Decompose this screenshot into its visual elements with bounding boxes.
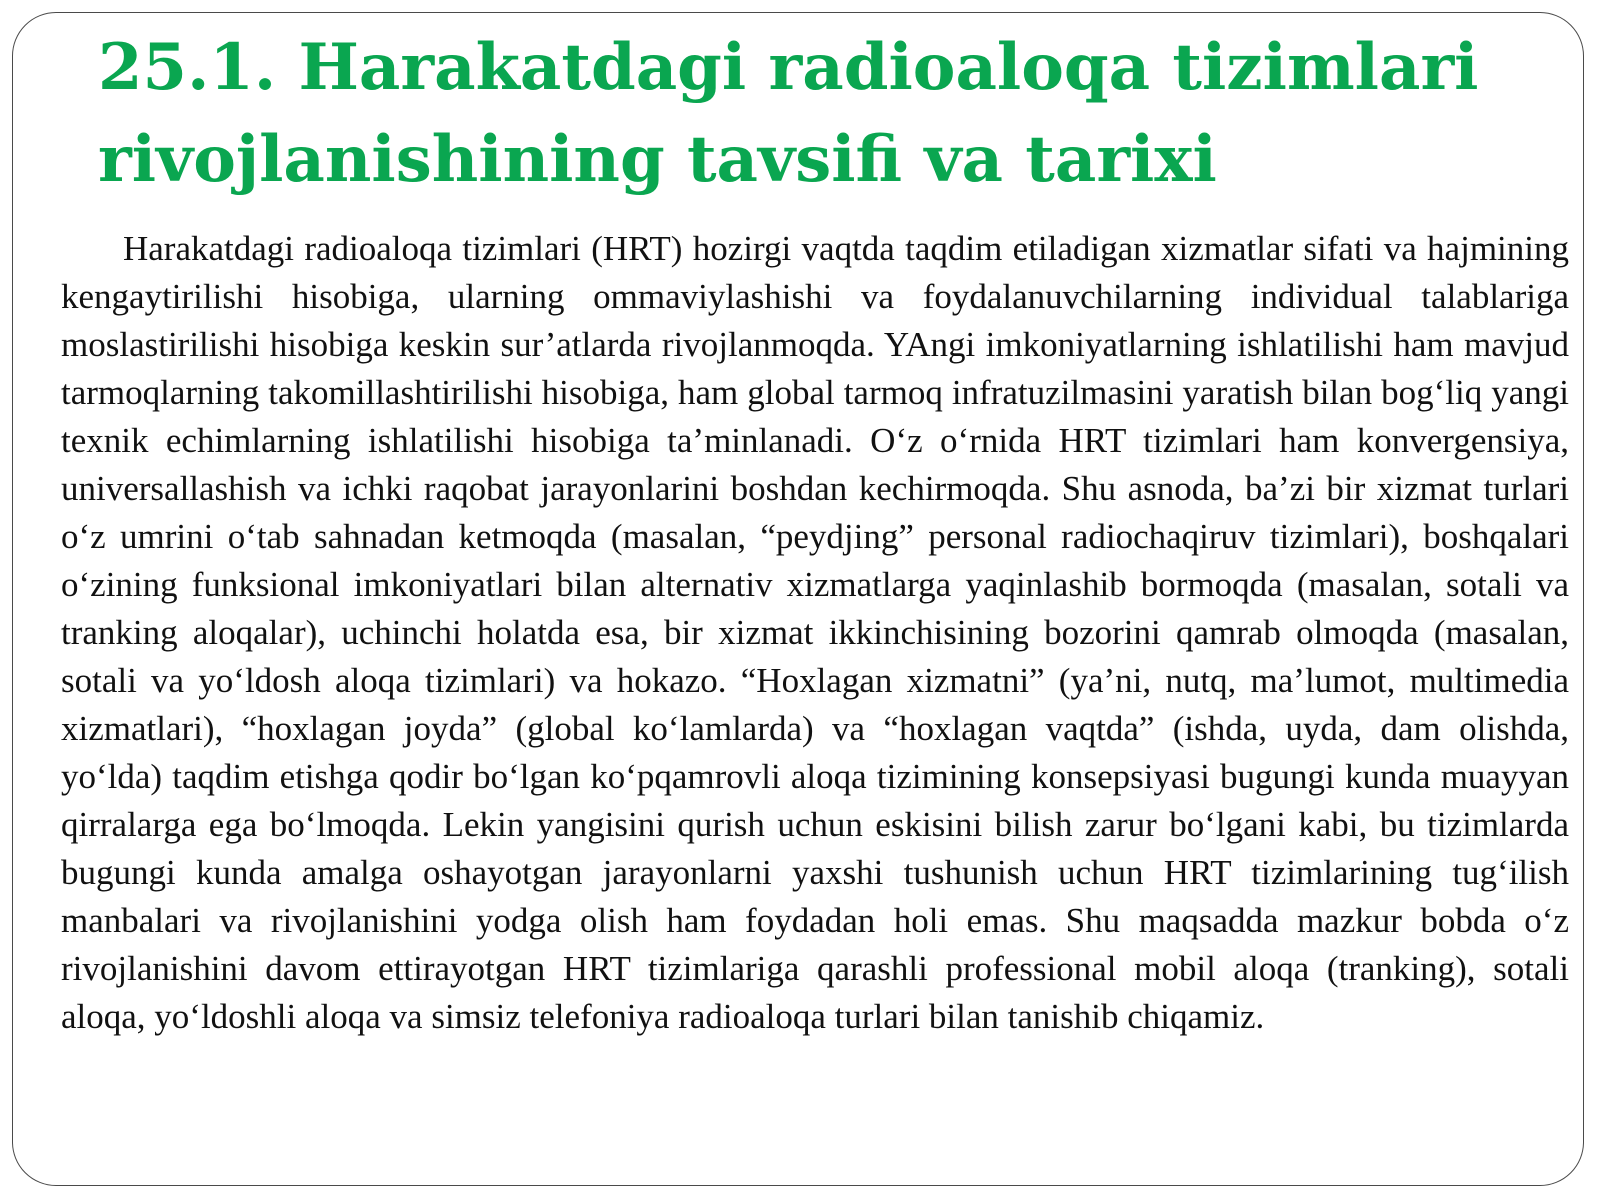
slide-body-paragraph: Harakatdagi radioaloqa tizimlari (HRT) hozirgi vaqtda taqdim etiladigan xizmatlar sifati va hajmining kengaytirilishi hisobiga, ularning ommaviylashishi va foydalanuvchilarning individual talablariga moslastirilishi hisobiga keskin sur’atlarda rivojlanmoqda. YAngi imkoniyatlarning ishlatilishi ham mavjud tarmoqlarning takomillashtirilishi hisobiga, ham global tarmoq infratuzilmasini yaratish bilan bog‘liq yangi texnik echimlarning ishlatilishi hisobiga ta’minlanadi. O‘z o‘rnida HRT tizimlari ham konvergensiya, universallashish va ichki raqobat jarayonlarini boshdan kechirmoqda. Shu asnoda, ba’zi bir xizmat turlari o‘z umrini o‘tab sahnadan ketmoqda (masalan, “peydjing” personal radiochaqiruv tizimlari), boshqalari o‘zining funksional imkoniyatlari bilan alternativ xizmatlarga yaqinlashib bormoqda (masalan, sotali va tranking aloqalar), uchinchi holatda esa, bir xizmat ikkinchisining bozorini qamrab olmoqda (masalan, sotali va yo‘ldosh aloqa tizimlari) va hokazo. “Hoxlagan xizmatni” (ya’ni, nutq, ma’lumot, multimedia xizmatlari), “hoxlagan joyda” (global ko‘lamlarda) va “hoxlagan vaqtda” (ishda, uyda, dam olishda, yo‘lda) taqdim etishga qodir bo‘lgan ko‘pqamrovli aloqa tizimining konsepsiyasi bugungi kunda muayyan qirralarga ega bo‘lmoqda. Lekin yangisini qurish uchun eskisini bilish zarur bo‘lgani kabi, bu tizimlarda bugungi kunda amalga oshayotgan jarayonlarni yaxshi tushunish uchun HRT tizimlarining tug‘ilish manbalari va rivojlanishini yodga olish ham foydadan holi emas. Shu maqsadda mazkur bobda o‘z rivojlanishini davom ettirayotgan HRT tizimlariga qarashli professional mobil aloqa (tranking), sotali aloqa, yo‘ldoshli aloqa va simsiz telefoniya radioaloqa turlari bilan tanishib chiqamiz. bbox=[61, 229, 1569, 1036]
slide-title: 25.1. Harakatdagi radioaloqa tizimlari rivojlanishining tavsifi va tarixi bbox=[98, 30, 1479, 197]
